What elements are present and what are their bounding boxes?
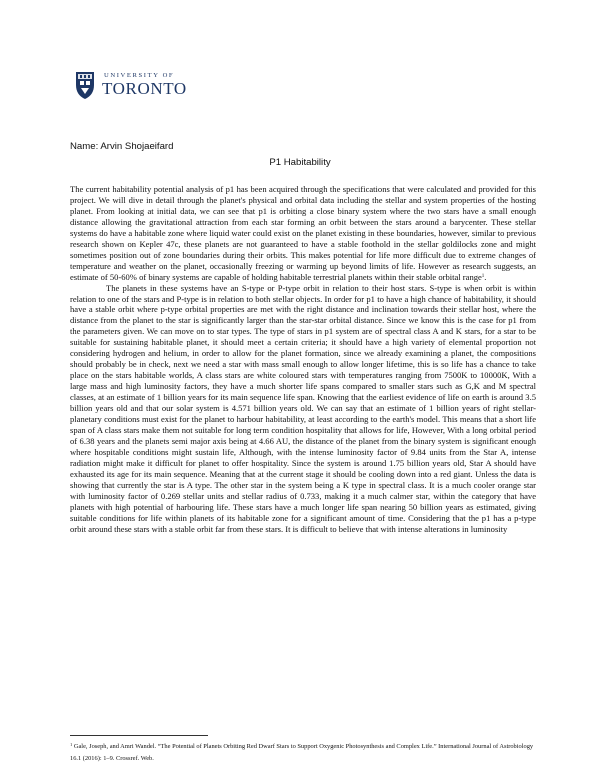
footnote-reference[interactable]: 1	[481, 273, 485, 279]
logo-university-of: UNIVERSITY OF	[104, 72, 175, 79]
footnote-marker: 1	[70, 742, 73, 747]
paragraph-1-text: The current habitability potential analysis of p1 has been acquired through the specifications that were calculated and provided for this project. We will dive in detail through the planet's physical and orbital data including the stellar and system properties of the hosting planet. From looking at initial data, we can see that p1 is orbiting a close binary system where the two stars have a small enough distance allowing the gravitational attraction from each star forming an orbit between the stars around a barycenter. These stellar systems do have a habitable zone where liquid water could exist on the planet existing in these boundaries, however, similar to previous research shown on Kepler 47c, these planets are not guaranteed to have a stable foothold in the stellar goldilocks zone and might sometimes position out of zone boundaries during their orbits. This makes potential for life more difficult due to extreme changes of temperature and weather on the planet, occasionally freezing or warming up beyond limits of life. However as research suggests, an estimate of 50-60% of binary systems are capable of holding habitable terrestrial planets within their stable orbital range	[70, 184, 536, 282]
footnote-text: Gale, Joseph, and Amri Wandel. “The Potential of Planets Orbiting Red Dwarf Stars to Support Oxygenic Photosynthesis and Complex Life.” International Journal of Astrobiology 16.1 (2016): 1–9. Crossref. Web.	[70, 743, 534, 762]
document-title: P1 Habitability	[269, 157, 331, 168]
university-crest-icon	[74, 70, 96, 100]
footnote	[70, 741, 536, 764]
author-name: Name: Arvin Shojaeifard	[70, 141, 174, 152]
paragraph-1	[70, 184, 536, 283]
logo-toronto: TORONTO	[102, 79, 187, 98]
paragraph-1-end: .	[484, 271, 487, 282]
document-body	[70, 184, 536, 535]
paragraph-2: The planets in these systems have an S-type or P-type orbit in relation to their host stars. S-type is when orbit is within relation to one of the stars and P-type is in relation to both stellar objects. In order for p1 to have a high chance of habitability, it should have a stable orbit where p-type orbital properties are met with the right distance and inclination towards their stellar host, where the distance from the planet to the star is significantly larger than the star-star orbital distance. Since we know this is the case for p1 from the parameters given. We can move on to star types. The type of stars in p1 system are of spectral class A and K stars, for a star to be suitable for sustaining habitable planet, it should meet a certain criteria; it should have a high variety of elemental proportion not considering hydrogen and helium, in order to allow for the planet formation, since we already examining a planet, the compositions should probably be in check, next we need a star with mass small enough to allow longer lifetime, this is so life has a chance to take place on the stars habitable worlds, A class stars are white coloured stars with temperatures ranging from 7500K to 10000K, With a large mass and high luminosity factors, they have a much shorter life spans compared to smaller stars such as G,K and M spectral classes, at an estimate of 1 billion years for its main sequence life span. Knowing that the earliest evidence of life on earth is around 3.5 billion years old and that our solar system is 4.571 billion years old. We can say that an estimate of 1 billion years of right stellar-planetary conditions must exist for the planet to harbour habitability, at least according to the earth's model. This means that a short life span of A class stars make them not suitable for long term condition hospitality that allows for life, However, With a long orbital period of 6.38 years and the planets semi major axis being at 4.66 AU, the distance of the planet from the binary system is significant enough where hospitable conditions might sustain life, Although, with the intense luminosity factor of 9.84 units from the Star A, intense radiation might make it difficult for planet to offer hospitality. Since the system is around 1.75 billion years old, Star A should have exhausted its age for its main sequence. Meaning that at the current stage it should be cooling down into a red giant. Unless the data is showing that currently the star is A type. The other star in the system being a K type in spectral class. It is a much cooler orange star with luminosity factor of 0.269 stellar units and stellar radius of 0.733, making it a much calmer star, within the category that have planets with high potential of harbouring life. These stars have a much longer life span nearing 50 billion years as estimated, giving suitable conditions for life within planets of its habitable zone for a significant amount of time. Considering that the p1 has a p-type orbit around these stars with a stable orbit far from these stars. It is difficult to believe that with intense alterations in luminosity	[70, 282, 536, 534]
university-logo	[74, 70, 187, 102]
footnote-divider	[70, 735, 208, 736]
